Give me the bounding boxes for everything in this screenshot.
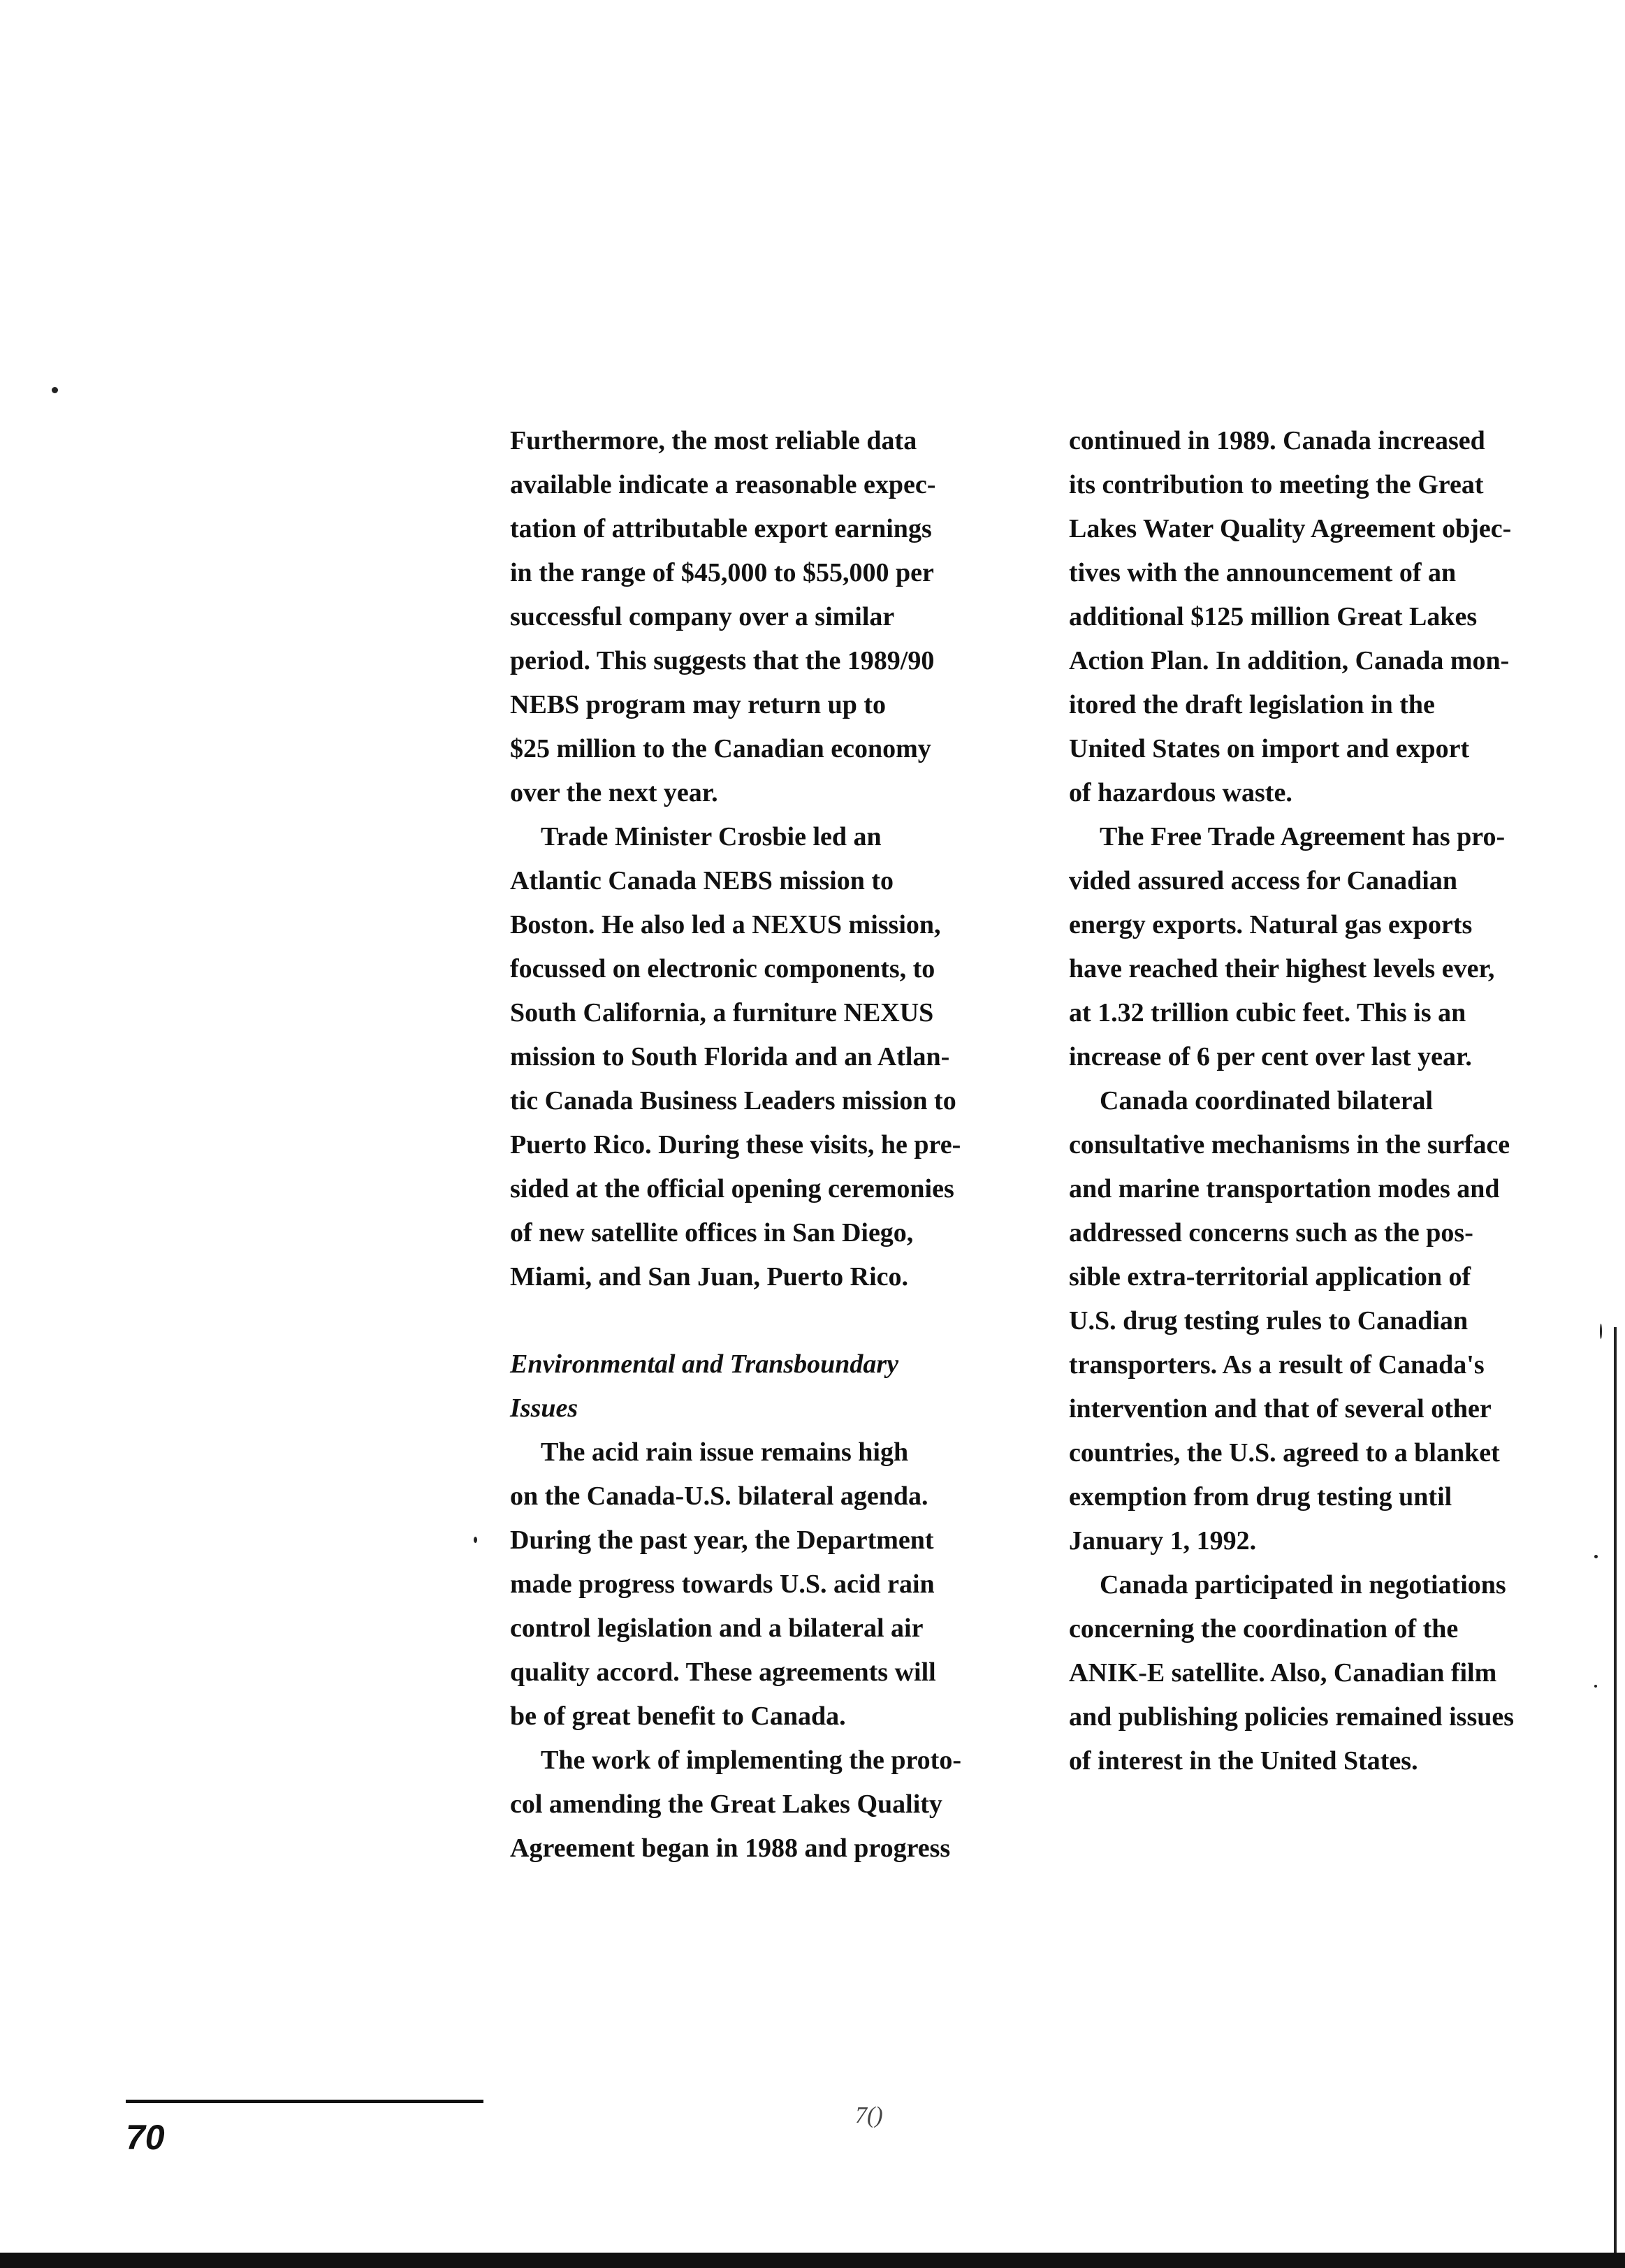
- text-line: NEBS program may return up to: [510, 690, 887, 719]
- text-line: and marine transportation modes and: [1069, 1174, 1500, 1203]
- text-line: itored the draft legislation in the: [1069, 690, 1435, 719]
- text-line: and publishing policies remained issues: [1069, 1702, 1515, 1732]
- text-line: tives with the announcement of an: [1069, 558, 1457, 587]
- paragraph: [510, 815, 1013, 1299]
- text-line: sided at the official opening ceremonies: [510, 1174, 954, 1203]
- text-line: During the past year, the Department: [510, 1526, 934, 1555]
- text-line: made progress towards U.S. acid rain: [510, 1570, 935, 1599]
- scan-edge-line: [1614, 1327, 1617, 2253]
- text-line: continued in 1989. Canada increased: [1069, 426, 1485, 455]
- text-line: addressed concerns such as the pos-: [1069, 1218, 1473, 1248]
- text-line: U.S. drug testing rules to Canadian: [1069, 1306, 1469, 1336]
- text-line: mission to South Florida and an Atlan-: [510, 1042, 950, 1071]
- heading-line: Environmental and Transboundary: [510, 1349, 899, 1379]
- text-line: col amending the Great Lakes Quality: [510, 1790, 942, 1819]
- text-line: have reached their highest levels ever,: [1069, 954, 1495, 983]
- scan-speck: [474, 1537, 477, 1543]
- text-line: energy exports. Natural gas exports: [1069, 910, 1473, 939]
- text-line: Furthermore, the most reliable data: [510, 426, 917, 455]
- text-line: Canada participated in negotiations: [1100, 1570, 1506, 1600]
- text-line: Action Plan. In addition, Canada mon-: [1069, 646, 1510, 675]
- text-line: The Free Trade Agreement has pro-: [1100, 822, 1506, 851]
- text-line: quality accord. These agreements will: [510, 1658, 936, 1687]
- text-line: intervention and that of several other: [1069, 1394, 1492, 1424]
- page-stamp: 7(): [855, 2102, 883, 2128]
- text-line: vided assured access for Canadian: [1069, 866, 1457, 895]
- text-line: Canada coordinated bilateral: [1100, 1086, 1434, 1115]
- paragraph: [510, 1431, 1013, 1739]
- text-line: its contribution to meeting the Great: [1069, 470, 1484, 499]
- text-line: consultative mechanisms in the surface: [1069, 1130, 1510, 1159]
- text-line: tic Canada Business Leaders mission to: [510, 1086, 956, 1115]
- text-line: Agreement began in 1988 and progress: [510, 1834, 951, 1863]
- text-line: Atlantic Canada NEBS mission to: [510, 866, 894, 895]
- text-line: at 1.32 trillion cubic feet. This is an: [1069, 998, 1466, 1027]
- text-line: focussed on electronic components, to: [510, 954, 935, 983]
- text-line: increase of 6 per cent over last year.: [1069, 1042, 1472, 1071]
- text-line: in the range of $45,000 to $55,000 per: [510, 558, 934, 587]
- scan-speck: [1594, 1555, 1598, 1558]
- text-line: of interest in the United States.: [1069, 1746, 1418, 1776]
- text-line: of new satellite offices in San Diego,: [510, 1218, 914, 1248]
- section-heading: [510, 1342, 1013, 1431]
- text-line: countries, the U.S. agreed to a blanket: [1069, 1438, 1500, 1468]
- text-line: tation of attributable export earnings: [510, 514, 932, 543]
- text-line: of hazardous waste.: [1069, 778, 1292, 807]
- text-line: successful company over a similar: [510, 602, 895, 631]
- text-line: United States on import and export: [1069, 734, 1470, 763]
- right-column: [1069, 419, 1600, 1783]
- page-number: 70: [126, 2118, 165, 2157]
- text-line: on the Canada-U.S. bilateral agenda.: [510, 1481, 928, 1511]
- text-line: South California, a furniture NEXUS: [510, 998, 934, 1027]
- text-line: ANIK-E satellite. Also, Canadian film: [1069, 1658, 1497, 1688]
- scan-bottom-edge: [0, 2253, 1625, 2268]
- text-line: The work of implementing the proto-: [541, 1746, 961, 1775]
- text-line: The acid rain issue remains high: [541, 1437, 909, 1467]
- text-line: January 1, 1992.: [1069, 1526, 1257, 1556]
- text-line: Lakes Water Quality Agreement objec-: [1069, 514, 1512, 543]
- text-line: exemption from drug testing until: [1069, 1482, 1452, 1512]
- paragraph: [1069, 815, 1600, 1079]
- scan-speck: [52, 387, 58, 393]
- paragraph: [510, 1739, 1013, 1871]
- heading-line: Issues: [510, 1393, 578, 1423]
- left-column: [510, 419, 1013, 1871]
- paragraph: [1069, 419, 1600, 815]
- paragraph: [1069, 1079, 1600, 1563]
- scan-speck: [1594, 1685, 1597, 1688]
- scan-speck: [1600, 1324, 1602, 1339]
- text-line: Puerto Rico. During these visits, he pre-: [510, 1130, 961, 1159]
- paragraph: [510, 419, 1013, 815]
- text-line: Trade Minister Crosbie led an: [541, 822, 882, 851]
- text-line: period. This suggests that the 1989/90: [510, 646, 935, 675]
- text-line: concerning the coordination of the: [1069, 1614, 1459, 1644]
- spacer: [510, 1299, 1013, 1342]
- text-line: Boston. He also led a NEXUS mission,: [510, 910, 941, 939]
- text-line: Miami, and San Juan, Puerto Rico.: [510, 1262, 909, 1292]
- text-line: $25 million to the Canadian economy: [510, 734, 931, 763]
- text-line: over the next year.: [510, 778, 718, 807]
- text-line: available indicate a reasonable expec-: [510, 470, 936, 499]
- text-line: sible extra-territorial application of: [1069, 1262, 1471, 1292]
- text-line: be of great benefit to Canada.: [510, 1702, 846, 1731]
- text-line: additional $125 million Great Lakes: [1069, 602, 1478, 631]
- paragraph: [1069, 1563, 1600, 1783]
- footer-rule: [126, 2100, 483, 2103]
- text-line: control legislation and a bilateral air: [510, 1614, 924, 1643]
- text-line: transporters. As a result of Canada's: [1069, 1350, 1485, 1380]
